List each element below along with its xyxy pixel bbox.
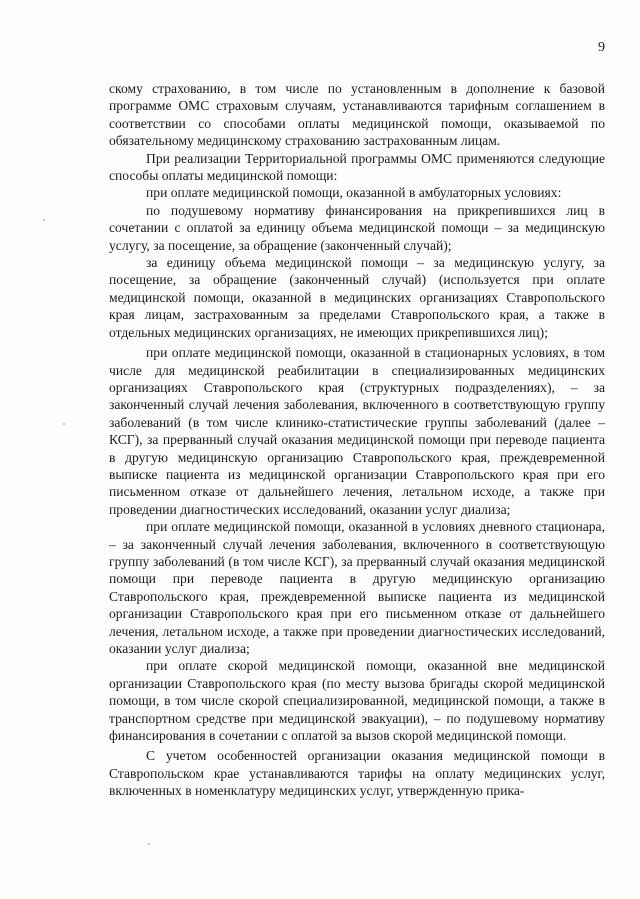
paragraph-per-capita: по подушевому нормативу финансирования на прикрепившихся лиц в сочетании с оплатой за единицу объема медицинской помощи – за медицинскую услугу, за посещение, за обращение (законченный случай); [109, 202, 605, 253]
paragraph-per-unit: за единицу объема медицинской помощи – за медицинскую услугу, за посещение, за обращение (законченный случай) (используется при оплате медицинской помощи, оказанной в медицинских организациях Ставропольского края лицам, застрахованным за пределами Ставропольского края, а также в отдельных медицинских организациях, не имеющих прикрепившихся лиц); [109, 255, 605, 340]
document-body [109, 80, 605, 800]
scan-speck [43, 219, 45, 221]
paragraph-emergency: при оплате скорой медицинской помощи, оказанной вне медицинской организации Ставропольского края (по месту вызова бригады скорой медицинской помощи, в том числе скорой специализированной, медицинской помощи, а также в транспортном средстве при медицинской эвакуации), – по подушевому нормативу финансирования в сочетании с оплатой за вызов скорой медицинской помощи. [109, 658, 605, 744]
paragraph-inpatient: при оплате медицинской помощи, оказанной в стационарных условиях, в том числе для медицинской реабилитации в специализированных медицинских организациях Ставропольского края (структурных подразделениях), – за законченный случай лечения заболевания, включенного в соответствующую группу заболеваний (в том числе клинико-статистические группы заболеваний (далее – КСГ), за прерванный случай оказания медицинской помощи при переводе пациента в другую медицинскую организацию Ставропольского края, преждевременной выписке пациента из медицинской организации Ставропольского края при его письменном отказе от дальнейшего лечения, летальном исходе, а также при проведении диагностических исследований, оказании услуг диализа; [109, 345, 605, 517]
paragraph-payment-methods-intro: При реализации Территориальной программы ОМС применяются следующие способы оплаты медицинской помощи: [109, 150, 605, 184]
scan-speck [63, 423, 65, 425]
paragraph-day-hospital: при оплате медицинской помощи, оказанной в условиях дневного стационара, – за законченный случай лечения заболевания, включенного в соответствующую группу заболеваний (в том числе КСГ), за прерванный случай оказания медицинской помощи при переводе пациента в другую медицинскую организацию Ставропольского края, преждевременной выписке пациента из медицинской организации Ставропольского края при его письменном отказе от дальнейшего лечения, летальном исходе, а также при проведении диагностических исследований, оказании услуг диализа; [109, 519, 605, 656]
paragraph-outpatient: при оплате медицинской помощи, оказанной в амбулаторных условиях: [146, 185, 562, 201]
paragraph-continuation: скому страхованию, в том числе по установленным в дополнение к базовой программе ОМС страховым случаям, устанавливаются тарифным соглашением в соответствии со способами оплаты медицинской помощи, оказываемой по обязательному медицинскому страхованию застрахованным лицам. [109, 81, 605, 149]
scan-speck [148, 843, 150, 845]
page-number: 9 [598, 40, 605, 55]
paragraph-tariffs: С учетом особенностей организации оказания медицинской помощи в Ставропольском крае устанавливаются тарифы на оплату медицинских услуг, включенных в номенклатуру медицинских услуг, утвержденную прика- [109, 748, 605, 799]
